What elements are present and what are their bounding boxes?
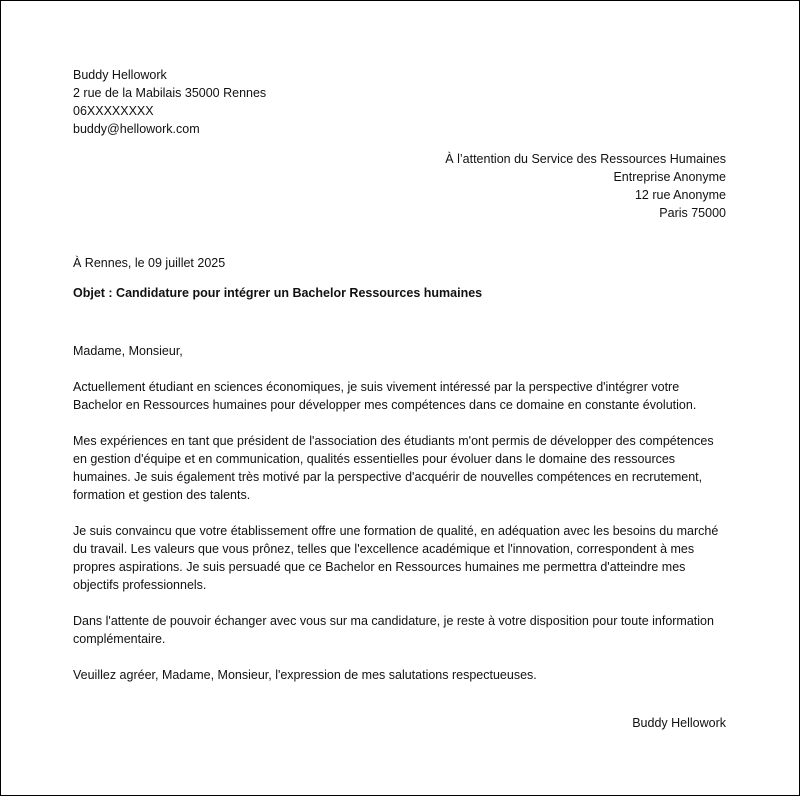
sender-email: buddy@hellowork.com xyxy=(73,122,200,136)
sender-phone: 06XXXXXXXX xyxy=(73,104,154,118)
sender-block xyxy=(73,66,266,138)
letter-date: À Rennes, le 09 juillet 2025 xyxy=(73,256,226,270)
recipient-block xyxy=(445,150,726,222)
letter-subject: Objet : Candidature pour intégrer un Bachelor Ressources humaines xyxy=(73,286,483,300)
signature: Buddy Hellowork xyxy=(632,716,726,730)
body-paragraph-2: Mes expériences en tant que président de l'association des étudiants m'ont permis de développer des compétences en gestion d'équipe et en communication, qualités essentielles pour évoluer dans le domaine des ressources humaines. Je suis également très motivé par la perspective d'acquérir de nouvelles compétences en recrutement, formation et gestion des talents. xyxy=(73,434,714,502)
salutation: Madame, Monsieur, xyxy=(73,344,183,358)
recipient-street: 12 rue Anonyme xyxy=(634,188,726,202)
sender-address: 2 rue de la Mabilais 35000 Rennes xyxy=(73,86,267,100)
body-paragraph-3: Je suis convaincu que votre établissement offre une formation de qualité, en adéquation avec les besoins du marché du travail. Les valeurs que vous prônez, telles que l'excellence académique et l'innovation, correspondent à mes propres aspirations. Je suis persuadé que ce Bachelor en Ressources humaines me permettra d'atteindre mes objectifs professionnels. xyxy=(73,524,719,592)
letter-body xyxy=(73,342,729,702)
recipient-city: Paris 75000 xyxy=(659,206,726,220)
recipient-attention: À l’attention du Service des Ressources Humaines xyxy=(445,152,726,166)
recipient-company: Entreprise Anonyme xyxy=(613,170,726,184)
body-paragraph-1: Actuellement étudiant en sciences économiques, je suis vivement intéressé par la perspective d'intégrer votre Bachelor en Ressources humaines pour développer mes compétences dans ce domaine en constante évolution. xyxy=(73,380,697,412)
body-paragraph-4: Dans l'attente de pouvoir échanger avec vous sur ma candidature, je reste à votre disposition pour toute information complémentaire. xyxy=(73,614,714,646)
closing-formula: Veuillez agréer, Madame, Monsieur, l'expression de mes salutations respectueuses. xyxy=(73,668,537,682)
sender-name: Buddy Hellowork xyxy=(73,68,167,82)
